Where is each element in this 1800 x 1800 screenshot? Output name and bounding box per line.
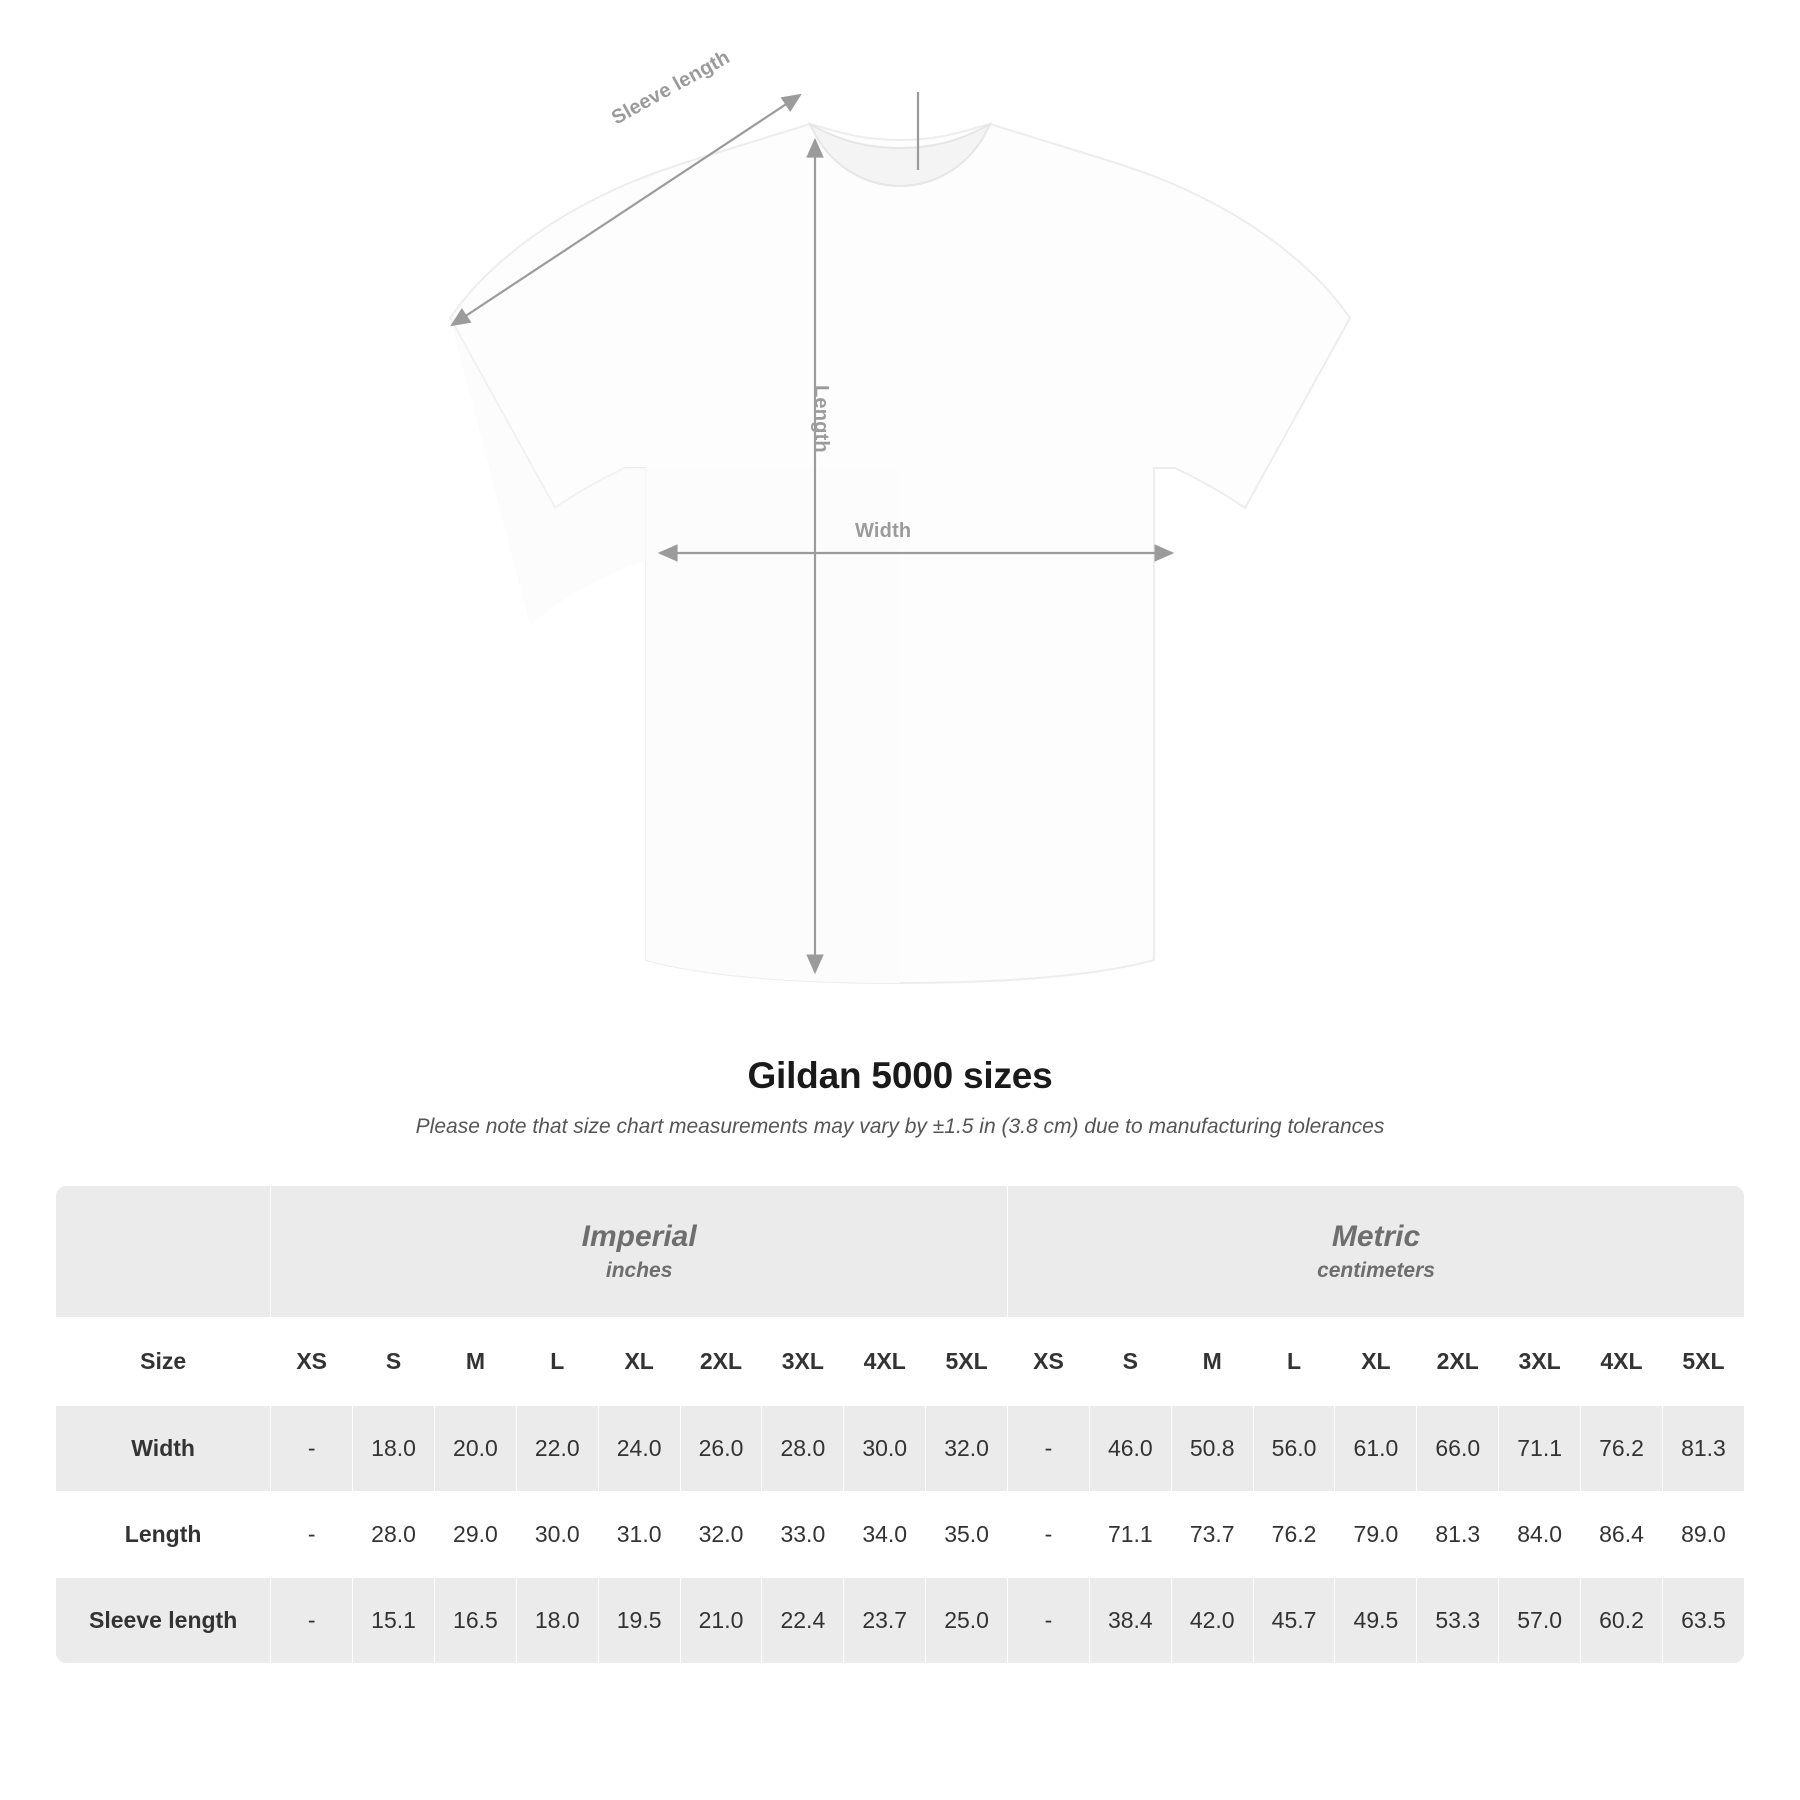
cell-sleeve-metric-3xl: 57.0 <box>1499 1578 1581 1664</box>
cell-width-imperial-5xl: 32.0 <box>926 1406 1008 1492</box>
size-header-label: Size <box>56 1318 271 1406</box>
cell-width-imperial-4xl: 30.0 <box>844 1406 926 1492</box>
cell-length-metric-s: 71.1 <box>1089 1492 1171 1578</box>
size-header-metric-xs: XS <box>1008 1318 1090 1406</box>
unit-group-imperial-name: Imperial <box>581 1220 697 1254</box>
cell-length-imperial-3xl: 33.0 <box>762 1492 844 1578</box>
cell-sleeve-metric-m: 42.0 <box>1171 1578 1253 1664</box>
unit-group-metric <box>1008 1186 1745 1318</box>
cell-width-metric-2xl: 66.0 <box>1417 1406 1499 1492</box>
size-header-imperial-2xl: 2XL <box>680 1318 762 1406</box>
cell-length-imperial-s: 28.0 <box>353 1492 435 1578</box>
unit-group-metric-sub: centimeters <box>1317 1258 1435 1282</box>
cell-width-imperial-l: 22.0 <box>516 1406 598 1492</box>
size-header-metric-l: L <box>1253 1318 1335 1406</box>
cell-sleeve-metric-l: 45.7 <box>1253 1578 1335 1664</box>
cell-sleeve-imperial-l: 18.0 <box>516 1578 598 1664</box>
size-header-row <box>56 1318 1745 1406</box>
size-header-imperial-xs: XS <box>271 1318 353 1406</box>
page-title: Gildan 5000 sizes <box>747 1055 1053 1096</box>
cell-sleeve-imperial-5xl: 25.0 <box>926 1578 1008 1664</box>
cell-length-metric-m: 73.7 <box>1171 1492 1253 1578</box>
cell-sleeve-imperial-xs: - <box>271 1578 353 1664</box>
cell-length-imperial-m: 29.0 <box>434 1492 516 1578</box>
cell-sleeve-imperial-m: 16.5 <box>434 1578 516 1664</box>
size-header-metric-m: M <box>1171 1318 1253 1406</box>
cell-sleeve-metric-xs: - <box>1008 1578 1090 1664</box>
cell-width-metric-m: 50.8 <box>1171 1406 1253 1492</box>
cell-width-metric-s: 46.0 <box>1089 1406 1171 1492</box>
cell-width-metric-xl: 61.0 <box>1335 1406 1417 1492</box>
size-header-imperial-s: S <box>353 1318 435 1406</box>
cell-sleeve-imperial-4xl: 23.7 <box>844 1578 926 1664</box>
cell-width-metric-5xl: 81.3 <box>1662 1406 1744 1492</box>
cell-sleeve-imperial-3xl: 22.4 <box>762 1578 844 1664</box>
sleeve-length-label: Sleeve length <box>608 46 734 130</box>
size-header-metric-2xl: 2XL <box>1417 1318 1499 1406</box>
cell-length-imperial-2xl: 32.0 <box>680 1492 762 1578</box>
size-header-metric-3xl: 3XL <box>1499 1318 1581 1406</box>
size-table <box>55 1185 1745 1664</box>
cell-width-imperial-m: 20.0 <box>434 1406 516 1492</box>
cell-width-imperial-xl: 24.0 <box>598 1406 680 1492</box>
length-label: Length <box>810 385 832 453</box>
cell-sleeve-imperial-s: 15.1 <box>353 1578 435 1664</box>
size-header-imperial-4xl: 4XL <box>844 1318 926 1406</box>
row-label-sleeve-length: Sleeve length <box>56 1578 271 1664</box>
size-header-imperial-5xl: 5XL <box>926 1318 1008 1406</box>
cell-width-imperial-s: 18.0 <box>353 1406 435 1492</box>
cell-length-imperial-xl: 31.0 <box>598 1492 680 1578</box>
size-table-wrapper <box>55 1185 1745 1664</box>
cell-width-metric-4xl: 76.2 <box>1581 1406 1663 1492</box>
cell-length-metric-2xl: 81.3 <box>1417 1492 1499 1578</box>
size-header-metric-4xl: 4XL <box>1581 1318 1663 1406</box>
cell-width-imperial-2xl: 26.0 <box>680 1406 762 1492</box>
cell-width-metric-3xl: 71.1 <box>1499 1406 1581 1492</box>
cell-width-metric-l: 56.0 <box>1253 1406 1335 1492</box>
tolerance-note: Please note that size chart measurements may vary by ±1.5 in (3.8 cm) due to manufacturing tolerances <box>415 1115 1385 1138</box>
cell-sleeve-metric-4xl: 60.2 <box>1581 1578 1663 1664</box>
size-header-metric-s: S <box>1089 1318 1171 1406</box>
cell-length-metric-5xl: 89.0 <box>1662 1492 1744 1578</box>
size-header-imperial-xl: XL <box>598 1318 680 1406</box>
heading-block <box>0 1055 1800 1139</box>
cell-length-metric-l: 76.2 <box>1253 1492 1335 1578</box>
size-header-metric-xl: XL <box>1335 1318 1417 1406</box>
cell-length-imperial-l: 30.0 <box>516 1492 598 1578</box>
unit-group-imperial <box>271 1186 1008 1318</box>
cell-length-metric-3xl: 84.0 <box>1499 1492 1581 1578</box>
unit-group-imperial-sub: inches <box>605 1258 673 1282</box>
size-header-metric-5xl: 5XL <box>1662 1318 1744 1406</box>
cell-length-metric-4xl: 86.4 <box>1581 1492 1663 1578</box>
table-row <box>56 1406 1745 1492</box>
cell-sleeve-metric-2xl: 53.3 <box>1417 1578 1499 1664</box>
size-header-imperial-m: M <box>434 1318 516 1406</box>
cell-sleeve-metric-xl: 49.5 <box>1335 1578 1417 1664</box>
unit-header-spacer <box>56 1186 271 1318</box>
cell-width-metric-xs: - <box>1008 1406 1090 1492</box>
table-row <box>56 1492 1745 1578</box>
cell-length-metric-xl: 79.0 <box>1335 1492 1417 1578</box>
cell-length-metric-xs: - <box>1008 1492 1090 1578</box>
table-row <box>56 1578 1745 1664</box>
cell-width-imperial-3xl: 28.0 <box>762 1406 844 1492</box>
cell-width-imperial-xs: - <box>271 1406 353 1492</box>
size-header-imperial-l: L <box>516 1318 598 1406</box>
cell-sleeve-imperial-xl: 19.5 <box>598 1578 680 1664</box>
cell-length-imperial-xs: - <box>271 1492 353 1578</box>
cell-length-imperial-5xl: 35.0 <box>926 1492 1008 1578</box>
row-label-width: Width <box>56 1406 271 1492</box>
cell-length-imperial-4xl: 34.0 <box>844 1492 926 1578</box>
unit-header-row <box>56 1186 1745 1318</box>
cell-sleeve-imperial-2xl: 21.0 <box>680 1578 762 1664</box>
size-header-imperial-3xl: 3XL <box>762 1318 844 1406</box>
row-label-length: Length <box>56 1492 271 1578</box>
width-label: Width <box>855 520 912 542</box>
cell-sleeve-metric-s: 38.4 <box>1089 1578 1171 1664</box>
cell-sleeve-metric-5xl: 63.5 <box>1662 1578 1744 1664</box>
unit-group-metric-name: Metric <box>1331 1220 1421 1254</box>
